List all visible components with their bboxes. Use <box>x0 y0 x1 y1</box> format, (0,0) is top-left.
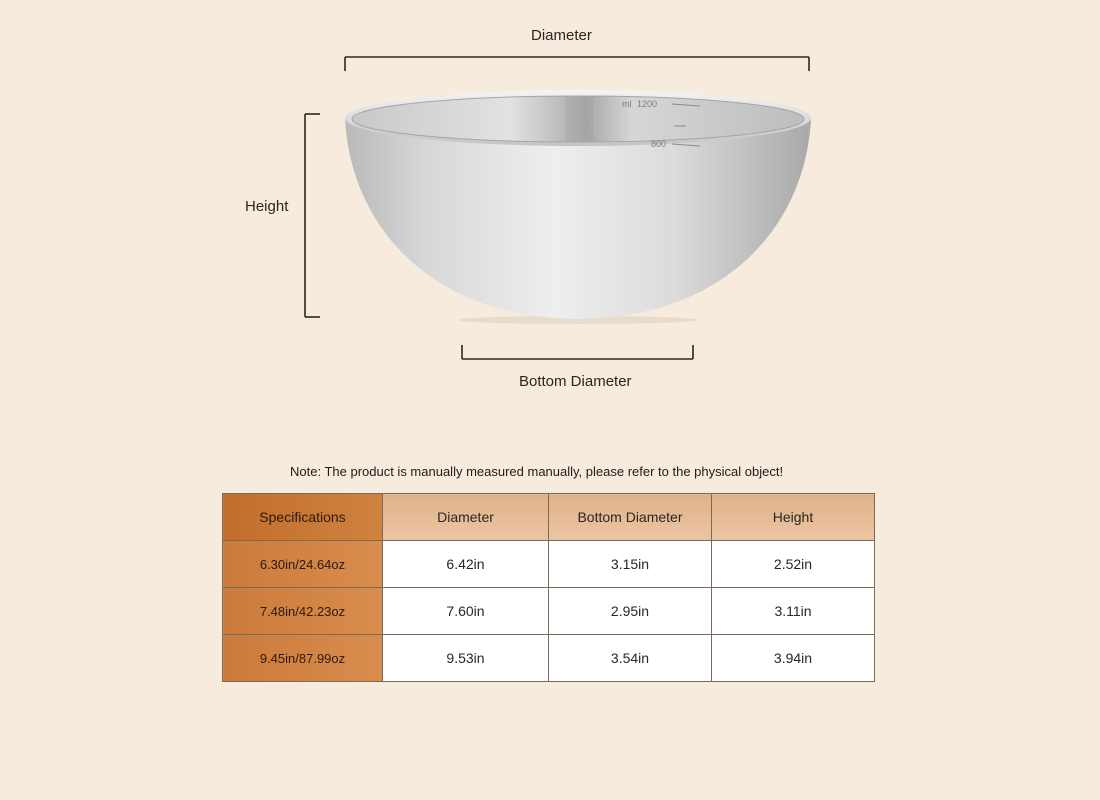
spec-table <box>222 493 875 682</box>
table-row <box>223 541 875 588</box>
bowl-mark-1200: 1200 <box>637 99 658 109</box>
row-spec: 6.30in/24.64oz <box>223 541 383 588</box>
table-header-row <box>223 494 875 541</box>
diameter-label: Diameter <box>531 27 592 44</box>
bowl-mark-800: 800 <box>651 139 667 149</box>
cell-diameter: 9.53in <box>383 635 549 682</box>
header-specifications: Specifications <box>223 494 383 541</box>
table-row <box>223 588 875 635</box>
cell-height: 3.94in <box>712 635 875 682</box>
cell-diameter: 6.42in <box>383 541 549 588</box>
header-height: Height <box>712 494 875 541</box>
height-label: Height <box>245 198 289 215</box>
bottom-diameter-bracket <box>462 345 693 359</box>
table-row <box>223 635 875 682</box>
cell-bottom-diameter: 3.54in <box>549 635 712 682</box>
bottom-diameter-label: Bottom Diameter <box>519 373 632 390</box>
cell-bottom-diameter: 2.95in <box>549 588 712 635</box>
row-spec: 9.45in/87.99oz <box>223 635 383 682</box>
row-spec: 7.48in/42.23oz <box>223 588 383 635</box>
header-bottom-diameter: Bottom Diameter <box>549 494 712 541</box>
cell-height: 2.52in <box>712 541 875 588</box>
height-bracket <box>305 114 320 317</box>
measurement-note: Note: The product is manually measured manually, please refer to the physical object! <box>290 464 784 479</box>
diameter-bracket <box>345 57 809 71</box>
cell-height: 3.11in <box>712 588 875 635</box>
cell-diameter: 7.60in <box>383 588 549 635</box>
bowl-image <box>345 90 811 324</box>
header-diameter: Diameter <box>383 494 549 541</box>
cell-bottom-diameter: 3.15in <box>549 541 712 588</box>
bowl-mark-unit: ml <box>622 99 632 109</box>
